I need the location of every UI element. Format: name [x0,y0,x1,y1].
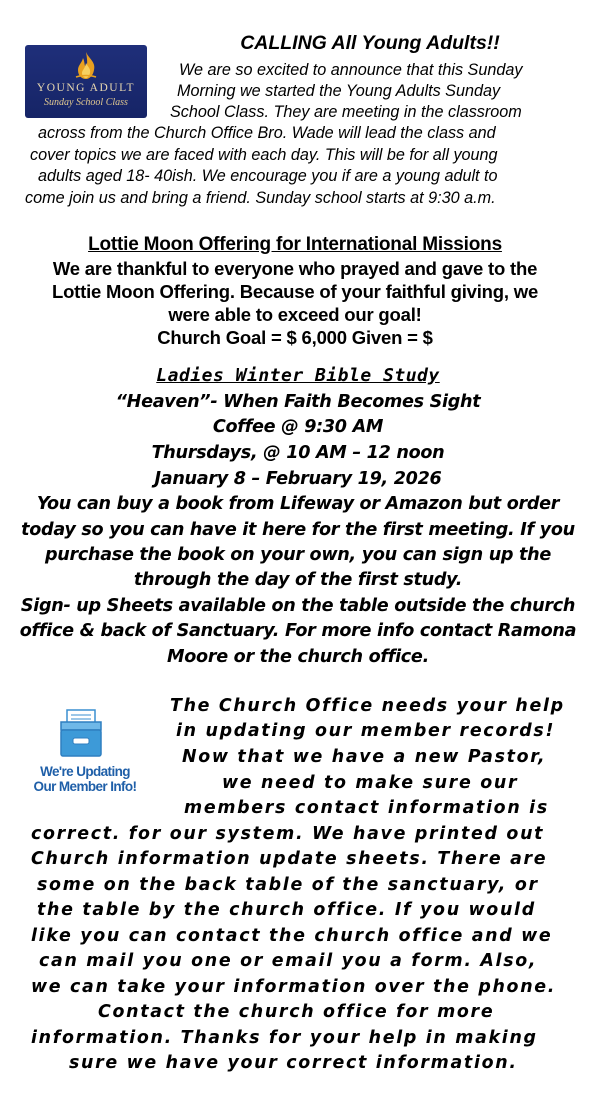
ladies-study-line: January 8 – February 19, 2026 [154,469,442,489]
ladies-study-line: purchase the book on your own, you can sign up the [44,545,552,565]
ladies-study-line: today so you can have it here for the first meeting. If you [21,520,575,540]
young-adults-line: across from the Church Office Bro. Wade will lead the class and [38,124,496,142]
young-adults-line: We are so excited to announce that this Sunday [179,61,523,79]
young-adult-logo [25,45,147,118]
file-drawer-icon [58,708,104,758]
member-info-caption-line-2: Our Member Info! [33,779,137,794]
member-info-caption-line-1: We're Updating [40,764,130,779]
lottie-moon-line: Lottie Moon Offering. Because of your faithful giving, we [51,281,539,302]
ladies-study-title: Ladies Winter Bible Study [156,365,440,386]
member-info-line: in updating our member records! [176,721,556,741]
flame-icon [70,51,102,81]
lottie-moon-goal-line: Church Goal = $ 6,000 Given = $ [157,327,433,348]
member-info-line: sure we have your correct information. [69,1053,518,1073]
young-adults-title: CALLING All Young Adults!! [240,32,500,54]
member-info-line: like you can contact the church office and we [31,926,553,946]
ladies-study-line: Thursdays, @ 10 AM – 12 noon [151,443,445,463]
ladies-study-line: Sign- up Sheets available on the table outside the church [20,596,576,616]
lottie-moon-title: Lottie Moon Offering for International Missions [88,234,502,255]
ladies-study-line: Coffee @ 9:30 AM [212,417,384,437]
ladies-study-line: You can buy a book from Lifeway or Amazon but order [36,494,560,514]
lottie-moon-line: were able to exceed our goal! [168,304,422,325]
ladies-study-line: office & back of Sanctuary. For more info contact Ramona [19,621,577,641]
member-info-line: Now that we have a new Pastor, [182,747,547,767]
member-info-line: Church information update sheets. There are [31,849,548,869]
logo-line-1: YOUNG ADULT [36,82,136,94]
ladies-study-line: Moore or the church office. [167,647,429,667]
young-adults-line: come join us and bring a friend. Sunday school starts at 9:30 a.m. [25,189,496,207]
member-info-line: correct. for our system. We have printed out [31,824,545,844]
logo-line-2: Sunday School Class [44,97,128,108]
member-info-line: members contact information is [184,798,549,818]
member-info-line: some on the back table of the sanctuary, or [37,875,539,895]
member-info-line: we can take your information over the phone. [31,977,557,997]
member-info-line: the table by the church office. If you would [37,900,536,920]
lottie-moon-line: We are thankful to everyone who prayed and gave to the [52,258,538,279]
member-info-line: The Church Office needs your help [170,696,565,716]
young-adults-line: Morning we started the Young Adults Sunday [177,82,501,100]
ladies-study-line: “Heaven”- When Faith Becomes Sight [115,392,481,412]
member-info-line: we need to make sure our [222,773,519,793]
young-adults-line: adults aged 18- 40ish. We encourage you if are a young adult to [38,167,498,185]
young-adults-line: cover topics we are faced with each day. This will be for all young [30,146,498,164]
young-adults-line: School Class. They are meeting in the classroom [170,103,522,121]
member-info-line: information. Thanks for your help in making [31,1028,538,1048]
member-info-line: Contact the church office for more [98,1002,495,1022]
member-info-line: can mail you one or email you a form. Also, [39,951,538,971]
member-info-graphic [30,706,140,796]
ladies-study-line: through the day of the first study. [133,570,463,590]
